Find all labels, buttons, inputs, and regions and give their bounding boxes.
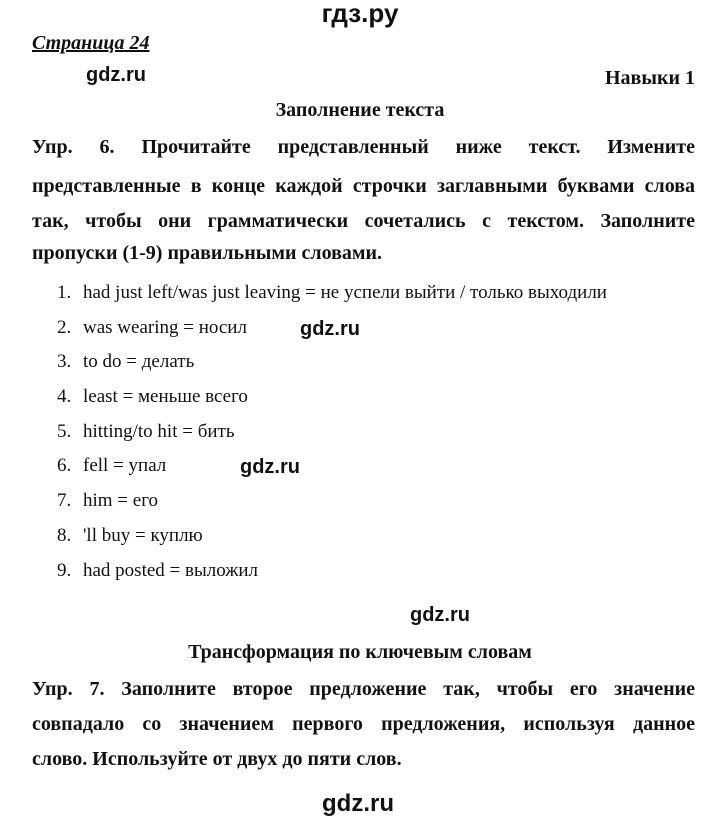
item-number: 6. [57, 455, 72, 477]
task-line: представленные в конце каждой строчки заглавными буквами слова [32, 175, 695, 197]
item-number: 2. [57, 316, 72, 338]
watermark: gdz.ru [240, 456, 300, 478]
task-6-text [32, 130, 695, 271]
task-line: Упр. 7. Заполните второе предложение так, чтобы его значение [32, 678, 695, 700]
list-item [57, 345, 607, 380]
list-item [57, 276, 607, 311]
item-number: 5. [57, 420, 72, 442]
page-label: Страница 24 [32, 32, 150, 54]
list-item [57, 519, 607, 554]
list-item [57, 380, 607, 415]
list-item [57, 554, 607, 589]
item-text: hitting/to hit = бить [83, 420, 235, 442]
list-item [57, 484, 607, 519]
section-title: Навыки 1 [604, 67, 695, 89]
task-line: слово. Используйте от двух до пяти слов. [32, 748, 402, 770]
item-text: him = его [83, 490, 159, 512]
list-item [57, 415, 607, 450]
watermark: gdz.ru [322, 790, 394, 817]
item-text: had just left/was just leaving = не успели выйти / только выходили [83, 282, 607, 303]
task-line: пропуски (1-9) правильными словами. [32, 242, 383, 264]
watermark: gdz.ru [86, 64, 146, 86]
item-number: 4. [57, 386, 72, 408]
task-7-text [32, 672, 695, 777]
item-number: 3. [57, 351, 72, 373]
task-line: так, чтобы они грамматически сочетались с текстом. Заполните [32, 210, 695, 232]
item-text: was wearing = носил [83, 316, 247, 338]
watermark: gdz.ru [300, 318, 360, 340]
item-text: 'll buy = куплю [83, 524, 203, 546]
task-line: Упр. 6. Прочитайте представленный ниже текст. Измените [32, 136, 695, 158]
list-item [57, 449, 607, 484]
watermark: gdz.ru [410, 604, 470, 626]
part2-heading: Трансформация по ключевым словам [188, 641, 532, 663]
item-text: had posted = выложил [83, 559, 259, 581]
item-text: least = меньше всего [83, 386, 248, 408]
task-line: совпадало со значением первого предложения, используя данное [32, 713, 695, 735]
item-number: 9. [57, 559, 72, 581]
item-text: fell = упал [83, 455, 167, 477]
part1-heading: Заполнение текста [275, 99, 445, 121]
item-number: 8. [57, 524, 72, 546]
item-number: 7. [57, 490, 72, 512]
site-title: гдз.ру [321, 0, 399, 28]
item-text: to do = делать [83, 351, 195, 373]
item-number: 1. [57, 282, 72, 303]
